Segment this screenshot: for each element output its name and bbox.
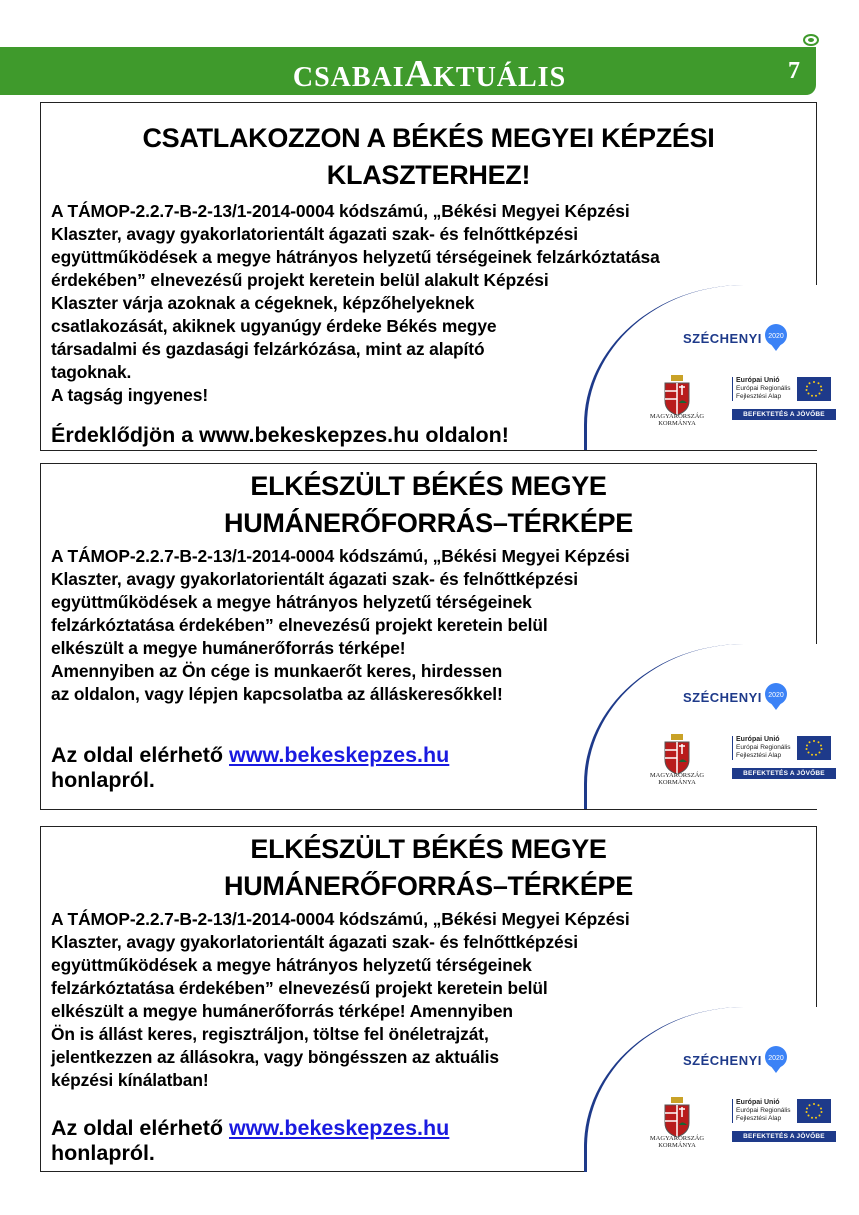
eu-label: Európai Unió Európai Regionális Fejlesztési Alap	[732, 1099, 791, 1123]
ad-title	[41, 827, 816, 905]
coat-of-arms-icon	[657, 732, 697, 776]
cta-prefix: Az oldal elérhető	[51, 1116, 224, 1140]
body-line: Klaszter, avagy gyakorlatorientált ágazati szak- és felnőttképzési	[51, 932, 578, 952]
body-line: jelentkezzen az állásokra, vagy böngésszen az aktuális	[51, 1047, 499, 1067]
year-label: 2020	[768, 333, 784, 340]
body-line: tagoknak.	[51, 362, 132, 382]
investment-banner: BEFEKTETÉS A JÖVŐBE	[732, 768, 836, 779]
body-line: érdekében” elnevezésű projekt keretein belül alakult Képzési	[51, 270, 549, 290]
body-line: együttműködések a megye hátrányos helyzetű térségeinek	[51, 592, 532, 612]
eu-flag-icon	[797, 736, 831, 760]
szechenyi-pin-icon	[762, 323, 790, 351]
government-label: MAGYARORSZÁG KORMÁNYA	[649, 772, 705, 786]
szechenyi-wordmark: SZÉCHENYI	[683, 690, 762, 705]
investment-banner: BEFEKTETÉS A JÖVŐBE	[732, 409, 836, 420]
body-line: elkészült a megye humánerőforrás térképe!	[51, 638, 406, 658]
body-line: A TÁMOP-2.2.7-B-2-13/1-2014-0004 kódszámú, „Békési Megyei Képzési	[51, 201, 630, 221]
eu-label: Európai Unió Európai Regionális Fejlesztési Alap	[732, 736, 791, 760]
ad-title-line: ELKÉSZÜLT BÉKÉS MEGYE	[250, 471, 607, 501]
body-line: elkészült a megye humánerőforrás térképe! Amennyiben	[51, 1001, 513, 1021]
ad-title-line: ELKÉSZÜLT BÉKÉS MEGYE	[250, 834, 607, 864]
body-line: Klaszter, avagy gyakorlatorientált ágazati szak- és felnőttképzési	[51, 569, 578, 589]
page-number: 7	[788, 58, 800, 84]
szechenyi-pin-icon	[762, 1045, 790, 1073]
body-line: Ön is állást keres, regisztráljon, töltse fel önéletrajzát,	[51, 1024, 489, 1044]
eu-flag-icon	[797, 377, 831, 401]
masthead-title	[0, 52, 859, 96]
body-line: az oldalon, vagy lépjen kapcsolatba az álláskeresőkkel!	[51, 684, 503, 704]
ad-box-cluster	[40, 102, 825, 451]
masthead-initial: A	[404, 53, 434, 95]
body-line: csatlakozását, akiknek ugyanúgy érdeke Békés megye	[51, 316, 497, 336]
ad-title-line: HUMÁNERŐFORRÁS–TÉRKÉPE	[224, 871, 633, 901]
ad-title	[41, 464, 816, 542]
masthead-part2: KTUÁLIS	[433, 62, 567, 93]
szechenyi-pin-icon	[762, 682, 790, 710]
body-line: együttműködések a megye hátrányos helyzetű térségeinek felzárkóztatása	[51, 247, 660, 267]
year-label: 2020	[768, 692, 784, 699]
cta-suffix: honlapról.	[51, 1141, 155, 1165]
year-label: 2020	[768, 1055, 784, 1062]
investment-banner: BEFEKTETÉS A JÖVŐBE	[732, 1131, 836, 1142]
body-line: társadalmi és gazdasági felzárkózása, mint az alapító	[51, 339, 485, 359]
website-link[interactable]: www.bekeskepzes.hu	[229, 743, 450, 767]
coat-of-arms-icon	[657, 373, 697, 417]
body-line: felzárkóztatása érdekében” elnevezésű projekt keretein belül	[51, 615, 548, 635]
body-line: Klaszter, avagy gyakorlatorientált ágazati szak- és felnőttképzési	[51, 224, 578, 244]
cta-suffix: honlapról.	[51, 768, 155, 792]
call-to-action	[51, 743, 449, 793]
coat-of-arms-icon	[657, 1095, 697, 1139]
body-line: felzárkóztatása érdekében” elnevezésű projekt keretein belül	[51, 978, 548, 998]
body-line: A tagság ingyenes!	[51, 385, 209, 405]
body-line: képzési kínálatban!	[51, 1070, 209, 1090]
website-link[interactable]: www.bekeskepzes.hu	[229, 1116, 450, 1140]
ad-title	[41, 103, 816, 194]
eu-flag-icon	[797, 1099, 831, 1123]
government-label: MAGYARORSZÁG KORMÁNYA	[649, 413, 705, 427]
ad-box-hr-map-employers	[40, 463, 825, 810]
cta-prefix: Az oldal elérhető	[51, 743, 224, 767]
body-line: együttműködések a megye hátrányos helyzetű térségeinek	[51, 955, 532, 975]
body-line: Klaszter várja azoknak a cégeknek, képzőhelyeknek	[51, 293, 475, 313]
leaf-logo-icon	[803, 34, 819, 46]
ad-box-hr-map-jobseekers	[40, 826, 825, 1172]
body-line: A TÁMOP-2.2.7-B-2-13/1-2014-0004 kódszámú, „Békési Megyei Képzési	[51, 546, 630, 566]
eu-label: Európai Unió Európai Regionális Fejlesztési Alap	[732, 377, 791, 401]
call-to-action	[51, 1116, 449, 1166]
ad-title-text: CSATLAKOZZON A BÉKÉS MEGYEI KÉPZÉSI KLASZTERHEZ!	[142, 123, 715, 190]
government-label: MAGYARORSZÁG KORMÁNYA	[649, 1135, 705, 1149]
ad-title-line: HUMÁNERŐFORRÁS–TÉRKÉPE	[224, 508, 633, 538]
call-to-action: Érdeklődjön a www.bekeskepzes.hu oldalon!	[51, 423, 509, 447]
szechenyi-wordmark: SZÉCHENYI	[683, 331, 762, 346]
masthead-part1: CSABAI	[292, 62, 405, 93]
szechenyi-wordmark: SZÉCHENYI	[683, 1053, 762, 1068]
body-line: A TÁMOP-2.2.7-B-2-13/1-2014-0004 kódszámú, „Békési Megyei Képzési	[51, 909, 630, 929]
body-line: Amennyiben az Ön cége is munkaerőt keres, hirdessen	[51, 661, 503, 681]
